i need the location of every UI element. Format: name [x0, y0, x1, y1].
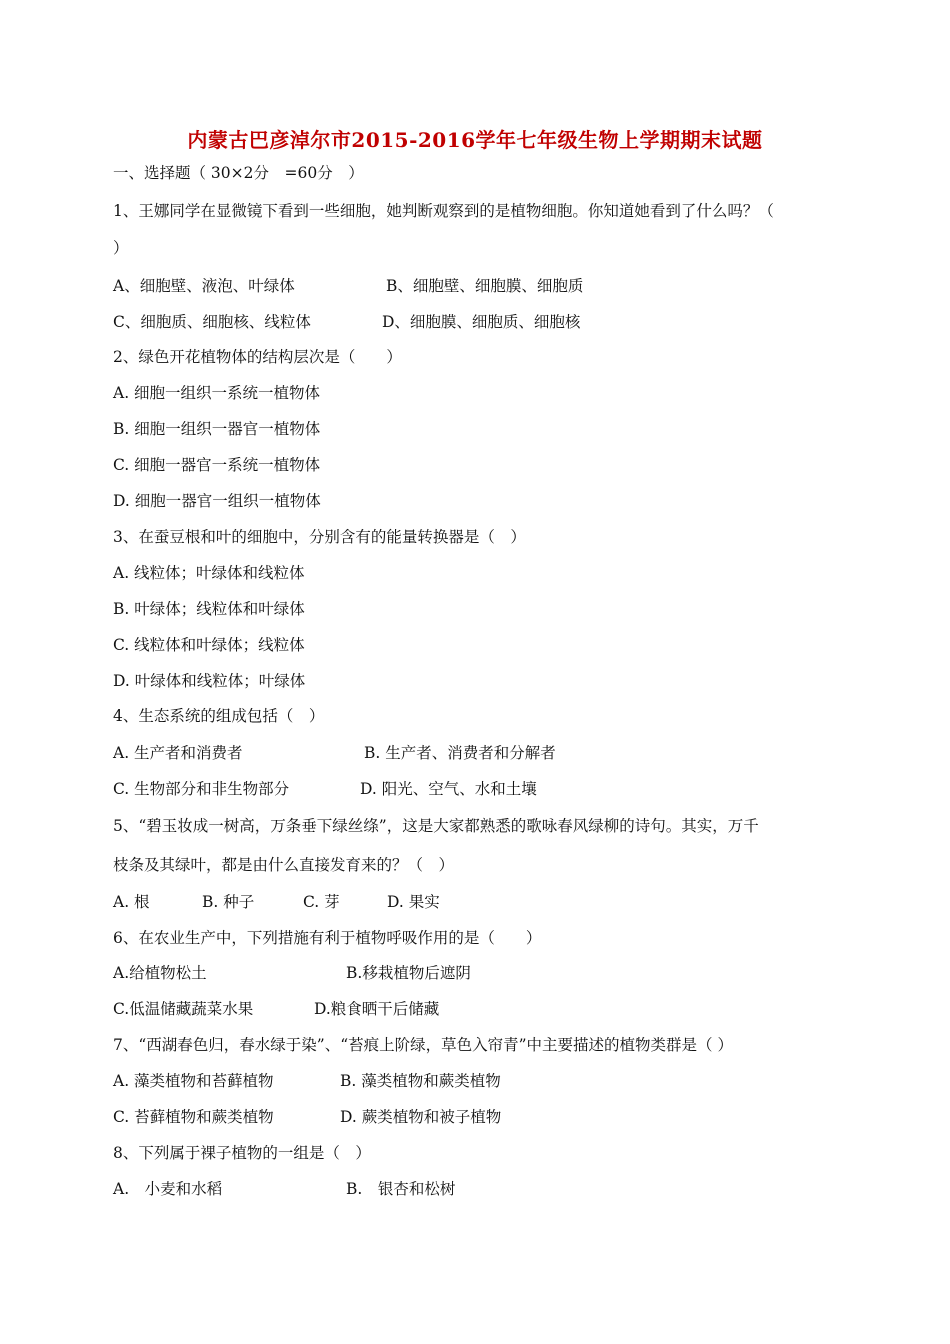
question-1-stem: 1、王娜同学在显微镜下看到一些细胞，她判断观察到的是植物细胞。你知道她看到了什么吗？（	[113, 202, 774, 220]
section-heading: 一、选择题（ 30×2分 =60分 ）	[113, 164, 364, 182]
question-7-option-b: B. 藻类植物和蕨类植物	[340, 1072, 501, 1090]
document-title: 内蒙古巴彦淖尔市2015-2016学年七年级生物上学期期末试题	[187, 128, 763, 152]
question-7-stem: 7、“西湖春色归，春水绿于染”、“苔痕上阶绿，草色入帘青”中主要描述的植物类群是（ ）	[113, 1036, 733, 1054]
question-2-stem: 2、绿色开花植物体的结构层次是（ ）	[113, 348, 402, 366]
question-8-stem: 8、下列属于裸子植物的一组是（ ）	[113, 1144, 371, 1162]
question-3-option-a: A. 线粒体；叶绿体和线粒体	[113, 564, 305, 582]
question-4-stem: 4、生态系统的组成包括（ ）	[113, 707, 325, 725]
question-5-option-d: D. 果实	[387, 893, 440, 911]
question-7-option-d: D. 蕨类植物和被子植物	[340, 1108, 502, 1126]
question-5-option-c: C. 芽	[303, 893, 340, 911]
question-2-option-b: B. 细胞一组织一器官一植物体	[113, 420, 321, 438]
question-6-stem: 6、在农业生产中，下列措施有利于植物呼吸作用的是（ ）	[113, 929, 542, 947]
question-1-option-d: D、细胞膜、细胞质、细胞核	[382, 313, 581, 331]
question-6-option-c: C.低温储藏蔬菜水果	[113, 1000, 254, 1018]
question-5-stem-cont: 枝条及其绿叶，都是由什么直接发育来的？（ ）	[113, 856, 455, 874]
question-5-stem: 5、“碧玉妆成一树高，万条垂下绿丝绦”，这是大家都熟悉的歌咏春风绿柳的诗句。其实，万千	[113, 817, 759, 835]
question-4-option-c: C. 生物部分和非生物部分	[113, 780, 290, 798]
question-1-stem-cont: ）	[113, 239, 129, 257]
question-5-option-a: A. 根	[113, 893, 150, 911]
question-1-option-c: C、细胞质、细胞核、线粒体	[113, 313, 311, 331]
question-7-option-c: C. 苔藓植物和蕨类植物	[113, 1108, 274, 1126]
question-1-option-b: B、细胞壁、细胞膜、细胞质	[386, 277, 584, 295]
question-5-option-b: B. 种子	[202, 893, 255, 911]
question-4-option-d: D. 阳光、空气、水和土壤	[360, 780, 537, 798]
question-8-option-a: A. 小麦和水稻	[113, 1180, 223, 1198]
question-3-option-c: C. 线粒体和叶绿体；线粒体	[113, 636, 305, 654]
question-8-option-b: B. 银杏和松树	[346, 1180, 456, 1198]
question-2-option-c: C. 细胞一器官一系统一植物体	[113, 456, 321, 474]
question-2-option-a: A. 细胞一组织一系统一植物体	[113, 384, 321, 402]
question-6-option-a: A.给植物松土	[113, 964, 207, 982]
question-3-option-d: D. 叶绿体和线粒体；叶绿体	[113, 672, 306, 690]
question-7-option-a: A. 藻类植物和苔藓植物	[113, 1072, 274, 1090]
question-6-option-d: D.粮食晒干后储藏	[314, 1000, 440, 1018]
question-3-option-b: B. 叶绿体；线粒体和叶绿体	[113, 600, 305, 618]
question-1-option-a: A、细胞壁、液泡、叶绿体	[113, 277, 295, 295]
question-4-option-b: B. 生产者、消费者和分解者	[364, 744, 556, 762]
question-2-option-d: D. 细胞一器官一组织一植物体	[113, 492, 321, 510]
question-4-option-a: A. 生产者和消费者	[113, 744, 243, 762]
question-6-option-b: B.移栽植物后遮阴	[346, 964, 471, 982]
question-3-stem: 3、在蚕豆根和叶的细胞中，分别含有的能量转换器是（ ）	[113, 528, 526, 546]
